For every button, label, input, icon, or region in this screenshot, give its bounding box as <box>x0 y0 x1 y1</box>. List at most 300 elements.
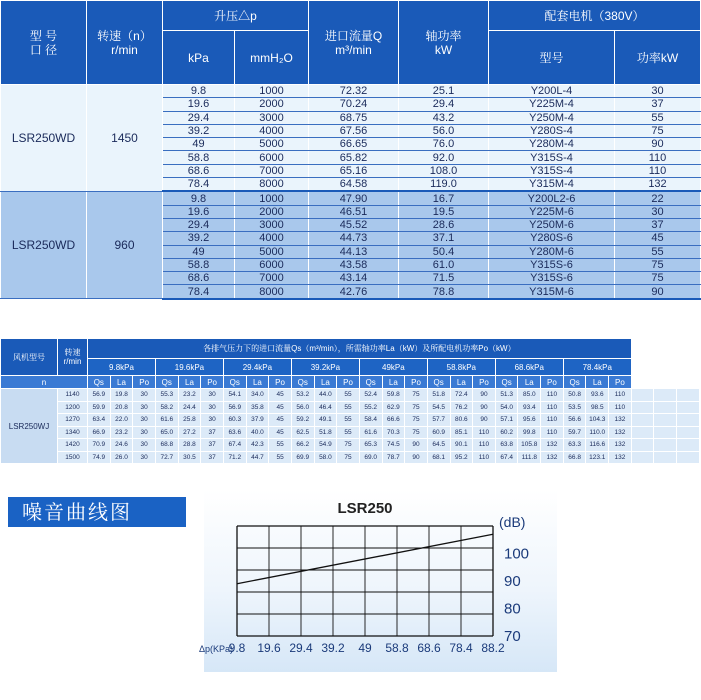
table-cell: 43.2 <box>399 111 489 124</box>
table-row <box>1 451 700 464</box>
table-cell: 58.8 <box>163 151 235 164</box>
table-cell: 1500 <box>58 451 88 464</box>
table-cell: 68.75 <box>309 111 399 124</box>
header-motor-power: 功率kW <box>615 31 701 85</box>
table-cell: 53.5 <box>563 401 586 414</box>
table-cell: 44.13 <box>309 245 399 258</box>
table-cell: Y225M-6 <box>489 205 615 218</box>
table-cell <box>677 389 700 402</box>
t2-sub-header: Qs <box>427 376 450 389</box>
table-cell: 43.14 <box>309 272 399 285</box>
table-cell: 72.7 <box>155 451 178 464</box>
table-cell: 45 <box>269 401 292 414</box>
t2-sub-header: Qs <box>563 376 586 389</box>
table-cell: 30.5 <box>178 451 201 464</box>
table-cell: 75 <box>405 414 428 427</box>
table-cell: 65.3 <box>359 439 382 452</box>
table-cell <box>631 451 654 464</box>
table-cell: 50.8 <box>563 389 586 402</box>
table-cell: 7000 <box>235 164 309 177</box>
t2-pressure-header: 49kPa <box>359 359 427 376</box>
table-row <box>1 191 701 205</box>
table-cell: Y280M-4 <box>489 138 615 151</box>
table-cell: 3000 <box>235 111 309 124</box>
table-cell: 66.9 <box>88 426 111 439</box>
table-cell: 116.6 <box>586 439 609 452</box>
table-cell: 60.3 <box>223 414 246 427</box>
table-cell: 55.2 <box>359 401 382 414</box>
x-tick-label: 39.2 <box>321 641 345 655</box>
table-cell: 39.2 <box>163 232 235 245</box>
table-cell: 2000 <box>235 98 309 111</box>
table-cell: 1000 <box>235 85 309 98</box>
table-cell: Y250M-4 <box>489 111 615 124</box>
table-cell: 132 <box>609 426 632 439</box>
table-cell: 60.9 <box>427 426 450 439</box>
table-cell: 55.3 <box>155 389 178 402</box>
table-cell: Y315S-6 <box>489 258 615 271</box>
table-cell: 56.0 <box>399 124 489 137</box>
x-tick-label: 19.6 <box>257 641 281 655</box>
table-cell: 75 <box>405 426 428 439</box>
table-cell: 30 <box>615 205 701 218</box>
t2-sub-header: Qs <box>223 376 246 389</box>
model-cell: LSR250WD <box>1 191 87 298</box>
table-cell: 45 <box>269 414 292 427</box>
table-cell: 56.0 <box>291 401 314 414</box>
table-cell: 9.8 <box>163 191 235 205</box>
table-cell: 51.8 <box>314 426 337 439</box>
table-cell: 55 <box>337 389 360 402</box>
table-cell: 30 <box>201 401 224 414</box>
table-cell: 27.2 <box>178 426 201 439</box>
table-cell: 90 <box>473 401 496 414</box>
table-cell: 3000 <box>235 218 309 231</box>
header-motor-model: 型号 <box>489 31 615 85</box>
t2-sub-header: Qs <box>88 376 111 389</box>
table-cell: 51.3 <box>495 389 518 402</box>
table-row <box>1 439 700 452</box>
table-cell: 63.3 <box>563 439 586 452</box>
table-cell: 59.2 <box>291 414 314 427</box>
table-cell: 71.5 <box>399 272 489 285</box>
table-cell: Y315S-4 <box>489 164 615 177</box>
table-cell <box>677 439 700 452</box>
t2-sub-header: Po <box>269 376 292 389</box>
table-cell: 78.8 <box>399 285 489 299</box>
table-cell: 61.0 <box>399 258 489 271</box>
table-cell: 110 <box>541 426 564 439</box>
table-cell: 75 <box>337 451 360 464</box>
table-cell: 72.4 <box>450 389 473 402</box>
performance-table <box>0 0 701 300</box>
table-cell: 65.16 <box>309 164 399 177</box>
table-cell: 42.3 <box>246 439 269 452</box>
table-cell: 67.56 <box>309 124 399 137</box>
header-flow: 进口流量Q m³/min <box>309 1 399 85</box>
table-cell: 90.1 <box>450 439 473 452</box>
table-cell: 25.1 <box>399 85 489 98</box>
table-cell: 58.0 <box>314 451 337 464</box>
t2-sub-header: Po <box>133 376 156 389</box>
table-cell: 16.7 <box>399 191 489 205</box>
t2-model-cell: LSR250WJ <box>1 389 58 464</box>
table-cell: 78.4 <box>163 178 235 192</box>
table-cell: 76.2 <box>450 401 473 414</box>
table-cell: Y280S-6 <box>489 232 615 245</box>
table-cell: 50.4 <box>399 245 489 258</box>
table-cell: 66.65 <box>309 138 399 151</box>
table-cell: 55 <box>269 439 292 452</box>
table-cell: 37.1 <box>399 232 489 245</box>
table-cell: 1140 <box>58 389 88 402</box>
table-cell: 44.73 <box>309 232 399 245</box>
table-cell: 37.9 <box>246 414 269 427</box>
table-row <box>1 401 700 414</box>
t2-sub-header: Po <box>473 376 496 389</box>
table-cell: 49 <box>163 245 235 258</box>
table-cell <box>631 426 654 439</box>
table-row <box>1 85 701 98</box>
table-cell <box>654 414 677 427</box>
table-cell: Y225M-4 <box>489 98 615 111</box>
table-cell: 19.5 <box>399 205 489 218</box>
table-cell: 37 <box>201 451 224 464</box>
y-axis-label: (dB) <box>499 514 526 530</box>
table-cell: 55 <box>337 426 360 439</box>
table-cell: 90 <box>473 389 496 402</box>
table-cell: Y280S-4 <box>489 124 615 137</box>
table-cell: 23.2 <box>110 426 133 439</box>
variable-speed-table <box>0 338 700 464</box>
t2-sub-header: Po <box>541 376 564 389</box>
table-cell: 110 <box>541 389 564 402</box>
model-cell: LSR250WD <box>1 85 87 192</box>
table-cell: 4000 <box>235 232 309 245</box>
header-model: 型 号 口 径 <box>1 1 87 85</box>
table-cell: 85.0 <box>518 389 541 402</box>
table-cell: 95.6 <box>518 414 541 427</box>
t2-sub-header: Qs <box>291 376 314 389</box>
table-cell: 53.2 <box>291 389 314 402</box>
table-cell: Y250M-6 <box>489 218 615 231</box>
table-cell: 67.4 <box>223 439 246 452</box>
table-cell: 28.8 <box>178 439 201 452</box>
table-cell: 68.1 <box>427 451 450 464</box>
table-cell: 45 <box>269 389 292 402</box>
table-cell: 105.8 <box>518 439 541 452</box>
t2-sub-header: Po <box>201 376 224 389</box>
t2-sub-header: La <box>382 376 405 389</box>
table-cell: 30 <box>133 414 156 427</box>
table-cell: 75 <box>615 258 701 271</box>
table-cell: 119.0 <box>399 178 489 192</box>
table-cell: 70.24 <box>309 98 399 111</box>
table-cell <box>631 389 654 402</box>
t2-sub-header: La <box>246 376 269 389</box>
table-cell: 93.4 <box>518 401 541 414</box>
speed-group-1450 <box>1 85 701 192</box>
table-cell: 132 <box>609 414 632 427</box>
t2-n-header: n <box>1 376 88 389</box>
table-cell: 23.2 <box>178 389 201 402</box>
table-cell: 110 <box>541 414 564 427</box>
table-cell: 132 <box>609 451 632 464</box>
table-cell: 95.2 <box>450 451 473 464</box>
t2-pressure-header: 9.8kPa <box>88 359 156 376</box>
table-cell: 68.8 <box>155 439 178 452</box>
table-cell: 49.1 <box>314 414 337 427</box>
table-cell: 37 <box>615 98 701 111</box>
x-tick-label: 68.6 <box>417 641 441 655</box>
table-cell: 45 <box>269 426 292 439</box>
table-cell: 54.1 <box>223 389 246 402</box>
speed-group-960 <box>1 191 701 298</box>
table-cell: 110 <box>473 451 496 464</box>
table-cell: 66.2 <box>291 439 314 452</box>
chart-grid <box>237 526 493 636</box>
table-cell: 43.58 <box>309 258 399 271</box>
table-cell: 54.0 <box>495 401 518 414</box>
table-cell: 51.8 <box>427 389 450 402</box>
table-cell: 20.8 <box>110 401 133 414</box>
table-cell: Y315M-4 <box>489 178 615 192</box>
table-cell: 64.5 <box>427 439 450 452</box>
table-cell: 34.0 <box>246 389 269 402</box>
table-cell: 42.76 <box>309 285 399 299</box>
table-cell: 70.9 <box>88 439 111 452</box>
table-cell: 55 <box>615 245 701 258</box>
table-cell: 60.2 <box>495 426 518 439</box>
table-cell: 63.6 <box>223 426 246 439</box>
table-cell: Y315M-6 <box>489 285 615 299</box>
table-cell: 35.8 <box>246 401 269 414</box>
table-cell: 30 <box>201 414 224 427</box>
t2-sub-header: Po <box>405 376 428 389</box>
table-cell: 44.0 <box>314 389 337 402</box>
table-cell: 66.8 <box>563 451 586 464</box>
table-cell: 30 <box>615 85 701 98</box>
table-cell: 22.0 <box>110 414 133 427</box>
table-cell <box>677 426 700 439</box>
table-cell: 45.52 <box>309 218 399 231</box>
table-cell: 92.0 <box>399 151 489 164</box>
table-cell: 30 <box>133 389 156 402</box>
table-cell: 49 <box>163 138 235 151</box>
table-cell: 7000 <box>235 272 309 285</box>
table-cell: 110 <box>473 426 496 439</box>
table-cell: 72.32 <box>309 85 399 98</box>
speed-cell: 960 <box>87 191 163 298</box>
table-cell: 56.6 <box>563 414 586 427</box>
table-cell: 110 <box>473 439 496 452</box>
table-cell: 75 <box>615 272 701 285</box>
y-tick-label: 90 <box>504 573 521 590</box>
table-cell: 67.4 <box>495 451 518 464</box>
table-cell: 57.7 <box>427 414 450 427</box>
table-cell: 37 <box>201 439 224 452</box>
table-cell <box>631 414 654 427</box>
table-cell: 68.6 <box>163 272 235 285</box>
table-cell: 111.8 <box>518 451 541 464</box>
table-cell: 1420 <box>58 439 88 452</box>
table-cell: 54.9 <box>314 439 337 452</box>
table-cell: 58.8 <box>163 258 235 271</box>
table-cell: 29.4 <box>163 111 235 124</box>
table-cell: 56.9 <box>223 401 246 414</box>
table-cell: 5000 <box>235 245 309 258</box>
table-cell: 76.0 <box>399 138 489 151</box>
table-cell: 63.4 <box>88 414 111 427</box>
table-cell: 1270 <box>58 414 88 427</box>
table-cell: 56.9 <box>88 389 111 402</box>
table-cell: 8000 <box>235 178 309 192</box>
table-cell: 98.5 <box>586 401 609 414</box>
table-cell: 37 <box>201 426 224 439</box>
table-cell: 71.2 <box>223 451 246 464</box>
table-cell: Y200L-4 <box>489 85 615 98</box>
table-cell: 70.3 <box>382 426 405 439</box>
header-mmh2o: mmH₂O <box>235 31 309 85</box>
table-cell: 99.8 <box>518 426 541 439</box>
table-cell: 1340 <box>58 426 88 439</box>
table-cell <box>631 439 654 452</box>
t2-pressure-header: 29.4kPa <box>223 359 291 376</box>
table-cell: 74.5 <box>382 439 405 452</box>
table-cell: 59.9 <box>88 401 111 414</box>
t2-sub-header: La <box>110 376 133 389</box>
table-cell: 40.0 <box>246 426 269 439</box>
table-cell <box>631 401 654 414</box>
chart-title: LSR250 <box>337 500 393 517</box>
t2-header-speed: 转速 r/min <box>58 339 88 376</box>
table-cell: 61.6 <box>359 426 382 439</box>
table-cell: 55 <box>269 451 292 464</box>
table-cell: 65.0 <box>155 426 178 439</box>
t2-header-model: 风机型号 <box>1 339 58 376</box>
table-cell: Y315S-4 <box>489 151 615 164</box>
table-cell: 61.6 <box>155 414 178 427</box>
speed-cell: 1450 <box>87 85 163 192</box>
table-cell: 30 <box>133 426 156 439</box>
table-cell: Y315S-6 <box>489 272 615 285</box>
t2-sub-header: Po <box>609 376 632 389</box>
table-cell: 75 <box>615 124 701 137</box>
table-cell: 1200 <box>58 401 88 414</box>
table-cell: Y200L2-6 <box>489 191 615 205</box>
x-tick-label: 29.4 <box>289 641 313 655</box>
table-cell: 29.4 <box>399 98 489 111</box>
table-cell: 26.0 <box>110 451 133 464</box>
table-cell: 110 <box>615 164 701 177</box>
noise-section-title: 噪音曲线图 <box>8 497 186 527</box>
table-cell: 75 <box>405 401 428 414</box>
table-cell: 55 <box>337 414 360 427</box>
table-cell: 2000 <box>235 205 309 218</box>
table-cell: 64.58 <box>309 178 399 192</box>
table-cell: 110 <box>609 389 632 402</box>
x-tick-label: 58.8 <box>385 641 409 655</box>
table-cell: 44.7 <box>246 451 269 464</box>
table-cell: 69.9 <box>291 451 314 464</box>
table-cell: 132 <box>615 178 701 192</box>
table-cell: 57.1 <box>495 414 518 427</box>
table-cell: 104.3 <box>586 414 609 427</box>
table-cell: 85.1 <box>450 426 473 439</box>
noise-chart <box>198 490 557 672</box>
x-tick-label: 88.2 <box>481 641 505 655</box>
table-row <box>1 414 700 427</box>
table-cell: 25.8 <box>178 414 201 427</box>
table-cell: 55 <box>337 401 360 414</box>
t2-sub-header: Qs <box>495 376 518 389</box>
table-row <box>1 426 700 439</box>
table-cell: 75 <box>405 389 428 402</box>
x-axis-label: Δp(KPa) <box>198 644 233 654</box>
table-cell: 62.9 <box>382 401 405 414</box>
header-shaft-power: 轴功率 kW <box>399 1 489 85</box>
table-cell: 54.5 <box>427 401 450 414</box>
t2-pressure-header: 68.6kPa <box>495 359 563 376</box>
y-tick-label: 80 <box>504 600 521 618</box>
table-cell: 110 <box>609 401 632 414</box>
table-cell: 68.6 <box>163 164 235 177</box>
table-cell <box>677 451 700 464</box>
table-cell: 132 <box>541 451 564 464</box>
table-cell: 110 <box>615 151 701 164</box>
table-cell: 90 <box>405 439 428 452</box>
table-cell: 6000 <box>235 258 309 271</box>
t2-pressure-header: 58.8kPa <box>427 359 495 376</box>
table-cell: 110.0 <box>586 426 609 439</box>
table-cell: 47.90 <box>309 191 399 205</box>
table-cell: 80.6 <box>450 414 473 427</box>
table-cell: 19.8 <box>110 389 133 402</box>
table-cell: 59.7 <box>563 426 586 439</box>
table-cell: 46.51 <box>309 205 399 218</box>
t2-sub-header: Po <box>337 376 360 389</box>
table-cell: 75 <box>337 439 360 452</box>
table-cell: 78.4 <box>163 285 235 299</box>
table-cell: 108.0 <box>399 164 489 177</box>
table-cell: 66.6 <box>382 414 405 427</box>
table-cell: 110 <box>541 401 564 414</box>
t2-header-caption: 各排气压力下的进口流量Qs（m³/min），所需轴功率La（kW）及所配电机功率Po（kW） <box>88 339 632 359</box>
table-cell <box>654 389 677 402</box>
table-cell: 74.9 <box>88 451 111 464</box>
table-cell <box>654 426 677 439</box>
table-cell: 55 <box>615 111 701 124</box>
table-cell: 9.8 <box>163 85 235 98</box>
table-cell: 8000 <box>235 285 309 299</box>
header-kpa: kPa <box>163 31 235 85</box>
table-cell: 30 <box>133 451 156 464</box>
table-cell: 1000 <box>235 191 309 205</box>
table-cell <box>677 401 700 414</box>
table-cell: 30 <box>133 439 156 452</box>
table-cell: 6000 <box>235 151 309 164</box>
table-cell: 30 <box>133 401 156 414</box>
table-cell: 52.4 <box>359 389 382 402</box>
table-cell: Y280M-6 <box>489 245 615 258</box>
table-cell: 59.8 <box>382 389 405 402</box>
t2-pressure-header: 39.2kPa <box>291 359 359 376</box>
table-cell: 90 <box>615 285 701 299</box>
y-tick-label: 100 <box>504 545 530 563</box>
table-cell: 63.8 <box>495 439 518 452</box>
table-cell <box>677 414 700 427</box>
t2-sub-header: La <box>450 376 473 389</box>
